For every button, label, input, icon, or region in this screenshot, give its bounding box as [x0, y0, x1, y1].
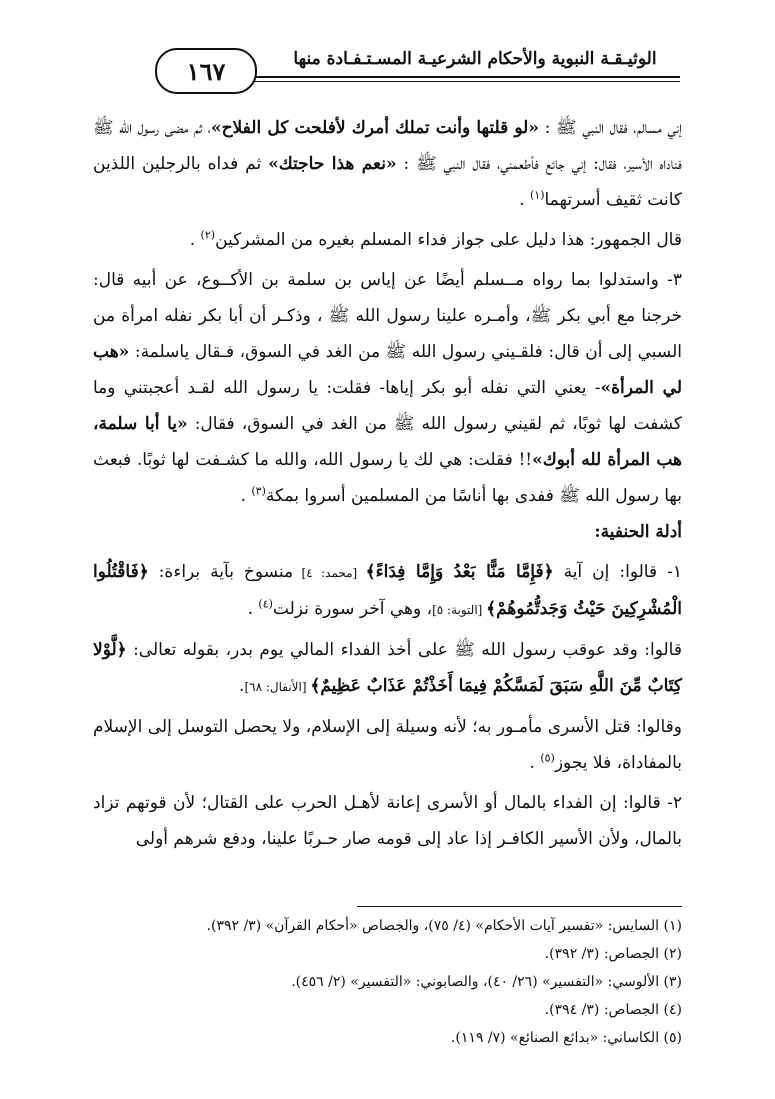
text-run: - يعني التي نفله أبو بكر إياها- فقلت: يا رسول الله لقـد أعجبتني وما كشفت لها ثوبًا، ثم لقيني رسول الله ﷺ من الغد في السوق، فقال:	[93, 378, 683, 434]
footnote: (٥) الكاساني: «بدائع الصنائع» (٧/ ١١٩).	[450, 1030, 682, 1046]
quote-text: ﴿فَإِمَّا مَنًّا بَعْدُ وَإِمَّا فِدَاءً﴾	[365, 562, 554, 582]
paragraph	[93, 785, 682, 857]
text-run: ، وهي آخر سورة نزلت	[272, 599, 433, 619]
quote-text: «لو قلتها وأنت تملك أمرك لأفلحت كل الفلاح»	[210, 118, 539, 138]
footnote-separator	[357, 906, 682, 907]
footnote-ref: (٢)	[200, 228, 216, 242]
paragraph	[93, 709, 682, 781]
text-run: .	[519, 190, 530, 210]
footnote: (٤) الجصاص: (٣/ ٣٩٤).	[544, 1002, 682, 1018]
text-run: .	[239, 676, 245, 696]
text-run: ٢- قالوا: إن الفداء بالمال أو الأسرى إعانة لأهـل الحرب على القتال؛ لأن قوتهم تزاد بالمال، ولأن الأسير الكافـر إذا عاد إلى قومه صار حـربًا علينا، ودفع شرهم أولى	[93, 793, 682, 849]
paragraph	[93, 222, 682, 258]
quote-text: «نعم هذا حاجتك»	[268, 154, 397, 174]
text-run: قالوا: وقد عوقب رسول الله ﷺ على أخذ الفداء المالي يوم بدر، بقوله تعالى:	[126, 640, 682, 660]
footnote-ref: (٤)	[258, 597, 273, 611]
body-text	[93, 110, 682, 857]
text-run: .	[247, 599, 259, 619]
quote-text: «هب لي المرأة»	[93, 342, 682, 398]
footnote-ref: (٥)	[540, 751, 555, 765]
footnote: (٣) الألوسي: «التفسير» (٢٦/ ٤٠)، والصابوني: «التفسير» (٢/ ٤٥٦).	[291, 974, 682, 990]
footnote-ref: (٣)	[251, 484, 266, 498]
quote-text: ﴿فَاقْتُلُوا الْمُشْرِكِينَ حَيْثُ وَجَدتُّمُوهُمْ﴾	[93, 562, 682, 619]
text-run: وقالوا: قتل الأسرى مأمـور به؛ لأنه وسيلة إلى الإسلام، ولا يحصل التوسل إلى الإسلام بالمفاداة، فلا يجوز	[93, 717, 682, 773]
text-run: إني مسالم، فقال النبي ﷺ :	[538, 118, 682, 138]
text-run: .	[529, 753, 541, 773]
quote-text: ﴿لَّوْلا كِتَابٌ مِّنَ اللَّهِ سَبَقَ لَمَسَّكُمْ فِيمَا أَخَذْتُمْ عَذَابٌ عَظِيمٌ﴾	[93, 640, 682, 696]
text-run: ، ثم مضى رسول الله ﷺ فناداه الأسير، فقال: إني جائع فأطعمني، فقال النبي ﷺ :	[93, 118, 682, 174]
verse-reference: [محمد: ٤]	[293, 566, 366, 580]
paragraph	[93, 554, 682, 628]
text-run: قال الجمهور: هذا دليل على جواز فداء المسلم بغيره من المشركين	[215, 230, 682, 250]
section-heading	[93, 514, 682, 550]
text-run: ثم فداه بالرجلين اللذين كانت ثقيف أسرتهما	[93, 154, 682, 210]
verse-reference: [الأنفال: ٦٨]	[244, 680, 311, 694]
verse-reference: [التوبة: ٥]	[432, 603, 487, 617]
text-run: ٣- واستدلوا بما رواه مــسلم أيضًا عن إياس بن سلمة بن الأكــوع، عن أبيه قال: خرجنا مع أبي بكر ﷺ، وأمـره علينا رسول الله ﷺ ، وذكـر أن أبا بكر نفله امرأة من السبي إلى أن قال: فلقـيني رسول الله ﷺ من الغد في السوق، فـقال ياسلمة:	[93, 270, 682, 362]
quote-text: أدلة الحنفية:	[594, 522, 682, 542]
running-header	[95, 40, 680, 102]
text-run: منسوخ بآية براءة:	[148, 562, 294, 582]
text-run: ١- قالوا: إن آية	[553, 562, 683, 582]
paragraph	[93, 110, 682, 218]
header-title: الوثيـقـة النبوية والأحكام الشرعيـة المسـتـفـادة منها	[293, 49, 657, 69]
paragraph	[93, 262, 682, 514]
footnotes	[93, 912, 682, 1052]
quote-text: «يا أبا سلمة، هب المرأة لله أبوك»	[93, 414, 683, 470]
text-run: !! فقلت: هي لك يا رسول الله، والله ما كشـفت لها ثوبًا. فبعث بها رسول الله ﷺ ففدى بها أناسًا من المسلمين أسروا بمكة	[93, 450, 682, 506]
paragraph	[93, 632, 682, 705]
page-number-badge: ١٦٧	[155, 48, 257, 94]
footnote: (١) السايس: «تفسير آيات الأحكام» (٤/ ٧٥)، والجصاص «أحكام القرآن» (٣/ ٣٩٢).	[206, 918, 682, 934]
text-run: .	[189, 230, 201, 250]
text-run: .	[240, 486, 252, 506]
footnote-ref: (١)	[529, 188, 545, 202]
footnote: (٢) الجصاص: (٣/ ٣٩٢).	[544, 946, 682, 962]
